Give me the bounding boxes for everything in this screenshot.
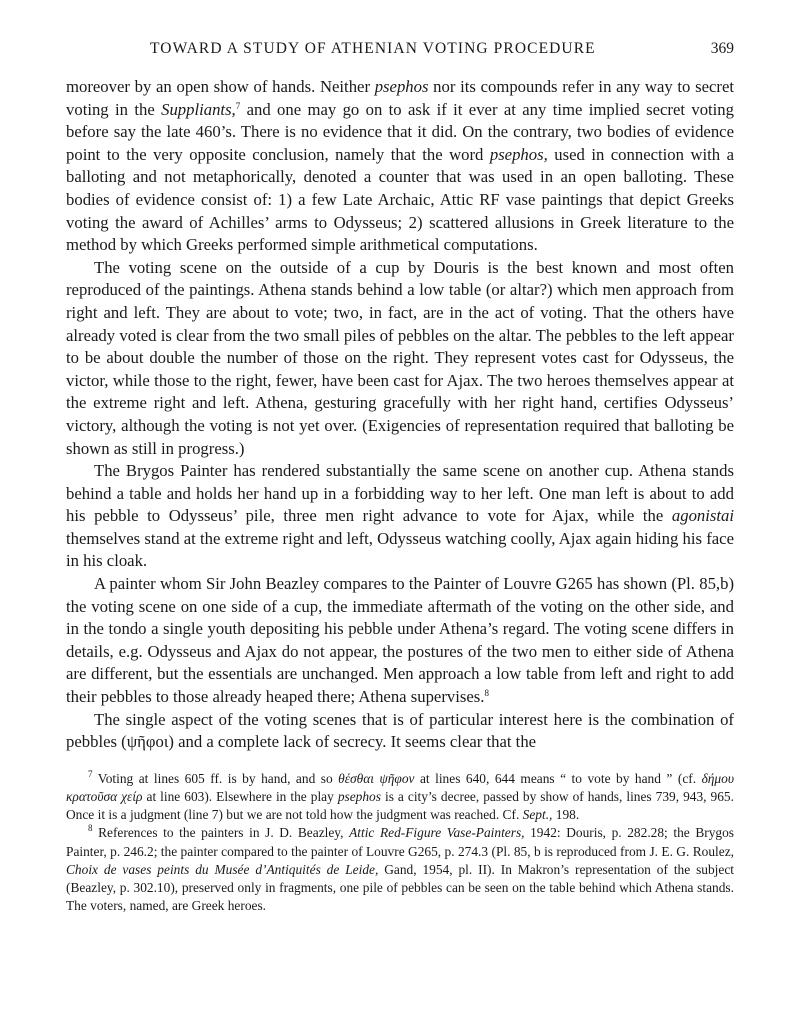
body-text [66,76,734,754]
running-head [66,30,734,56]
text-run: Voting at lines 605 ff. is by hand, and so [92,770,339,786]
italic-term: agonistai [671,506,734,526]
text-run: at lines 640, 644 means “ to vote by hand ” (cf. [414,770,702,786]
greek-text: ψῆφοι [126,732,169,752]
text-run: The Brygos Painter has rendered substantially the same scene on another cup. Athena stands behind a table and holds her hand up in a forbidding way to her left. One man left is about to add his pebble to Odysseus’ pile, three men right advance to vote for Ajax, while the [66,461,734,526]
greek-text: θέσθαι ψῆφον [338,770,415,786]
paragraph-4 [66,573,734,709]
footnote-number: 8 [88,823,93,834]
text-run: The single aspect of the voting scenes that is of particular interest here is the combination of pebbles ( [66,709,734,752]
footnote-ref-7: 7 [235,100,241,111]
italic-term: psephos [374,77,429,96]
page-number: 369 [710,40,734,57]
text-run: at line 603). Elsewhere in the play [142,789,338,805]
footnote-number: 7 [88,768,93,779]
text-run: 1942: Douris, p. 282.28; the Brygos Painter, p. 246.2; the painter compared to the painter of Louvre G265, p. 274.3 (Pl. 85, b is reproduced from J. E. G. Roulez, [66,825,735,859]
text-run: used in connection with a balloting and not metaphorically, denoted a counter that was used in an open balloting. These bodies of evidence consist of: 1) a few Late Archaic, Attic RF vase paintings that depict Greeks voting the award of Achilles’ arms to Odysseus; 2) scattered allusions in Greek literature to the method by which Greeks performed simple arithmetical computations. [66,144,734,255]
footnote-7 [66,770,734,825]
italic-title: Choix de vases peints du Musée d’Antiquités de Leide, [66,861,379,877]
text-run: ) and a complete lack of secrecy. It seems clear that the [168,732,537,752]
italic-title: Attic Red-Figure Vase-Painters, [349,825,525,841]
paragraph-3 [66,460,734,573]
paragraph-5 [66,709,734,754]
text-run: Gand, 1954, pl. II). In Makron’s representation of the subject (Beazley, p. 302.10), preserved only in fragments, one pile of pebbles can be seen on the table behind which Athena stands. The voters, named, are Greek heroes. [66,861,734,914]
page [66,30,734,915]
footnote-8 [66,824,734,915]
text-run: themselves stand at the extreme right and left, Odysseus watching coolly, Ajax again hiding his face in his cloak. [66,528,734,571]
footnotes [66,770,734,916]
paragraph-2: The voting scene on the outside of a cup by Douris is the best known and most often reproduced of the paintings. Athena stands behind a low table (or altar?) which men approach from right and left. They are about to vote; two, in fact, are in the act of voting. That the others have already voted is clear from the two small piles of pebbles on the altar. The pebbles to the left appear to be about double the number of those on the right. They represent votes cast for Odysseus, the victor, while those to the right, fewer, have been cast for Ajax. The two heroes themselves appear at the extreme right and left. Athena, gesturing gracefully with her right hand, certifies Odysseus’ victory, although the voting is not yet over. (Exigencies of representation required that balloting be shown as still in progress.) [66,257,734,458]
greek-text: δήμου κρατοῦσα χείρ [66,770,734,805]
text-run: and one may go on to ask if it ever at any time implied secret voting before say the late 460’s. There is no evidence that it did. On the contrary, two bodies of evidence point to the very opposite conclusion, namely that the word [66,99,734,164]
text-run: nor its compounds refer in any way to secret voting in the [66,77,734,119]
italic-title: Sept., [522,807,553,823]
text-run: is a city’s decree, passed by show of hands, lines 739, 943, 965. Once it is a judgment (line 7) but we are not told how the judgment was reached. Cf. [66,789,734,823]
text-run: 198. [552,807,580,823]
text-run: References to the painters in J. D. Beazley, [92,825,350,841]
italic-title: Suppliants, [161,99,236,119]
italic-term: psephos [337,789,381,805]
text-run: moreover by an open show of hands. Neither [66,77,375,96]
italic-term: psephos, [489,144,548,164]
text-run: A painter whom Sir John Beazley compares to the Painter of Louvre G265 has shown (Pl. 85,b) the voting scene on one side of a cup, the immediate aftermath of the voting on the other side, and in the tondo a single youth depositing his pebble under Athena’s regard. The voting scene differs in details, e.g. Odysseus and Ajax do not appear, the postures of the two men to either side of Athena are different, but the essentials are unchanged. Men approach a low table from left and right to add their pebbles to those already heaped there; Athena supervises. [66,574,734,707]
paragraph-1 [66,76,734,257]
footnote-ref-8: 8 [484,688,489,699]
running-title: TOWARD A STUDY OF ATHENIAN VOTING PROCEDURE [150,40,596,57]
